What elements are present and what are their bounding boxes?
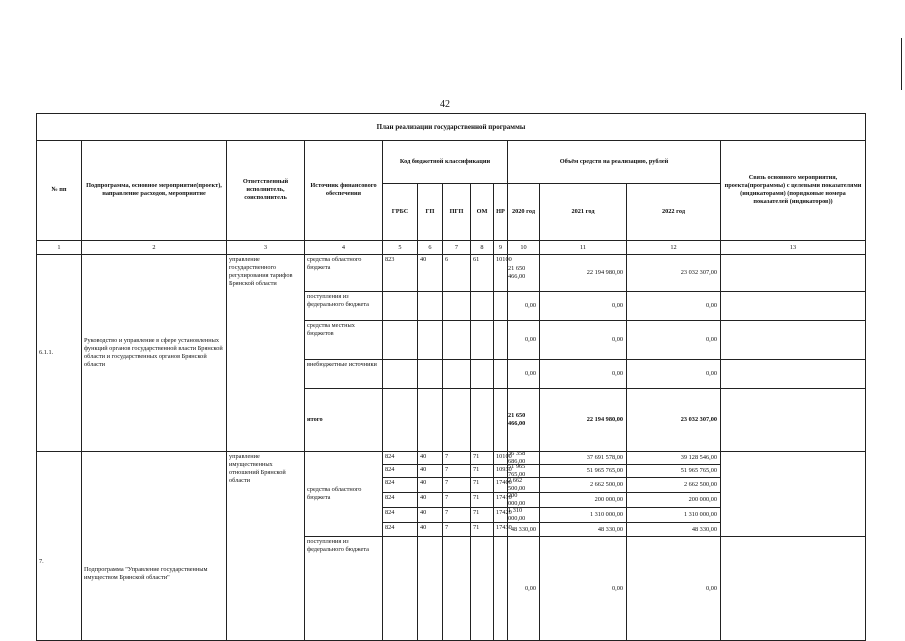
code-pgp [443, 360, 471, 389]
activity-name: Руководство и управление в сфере установленных функций органов государственной власти Брянской области и государственных органов Брянской области [82, 255, 227, 452]
row-number: 6.1.1. [37, 255, 82, 452]
amount-y2021: 48 330,00 [540, 523, 627, 537]
header-grbs: ГРБС [383, 184, 418, 241]
header-nr: НР [494, 184, 508, 241]
amount-y2022: 200 000,00 [627, 493, 721, 508]
header-executor: Ответственный исполнитель, соисполнитель [227, 140, 305, 241]
code-om: 71 [471, 493, 494, 508]
amount-y2021: 0,00 [540, 292, 627, 321]
header-y2020: 2020 год [508, 184, 540, 241]
column-number: 13 [721, 241, 865, 255]
code-om [471, 360, 494, 389]
header-name: Подпрограмма, основное мероприятие(проект), направление расходов, мероприятие [82, 140, 227, 241]
amount-y2022: 39 128 546,00 [627, 452, 721, 465]
responsible-executor: управление государственного регулирования тарифов Брянской области [227, 255, 305, 452]
responsible-executor: управление имущественных отношений Брянской области [227, 452, 305, 641]
code-om [471, 321, 494, 360]
amount-y2022: 0,00 [627, 360, 721, 389]
code-nr: 10930 [494, 465, 508, 478]
code-gp [418, 360, 443, 389]
funding-source: средства областного бюджета [305, 255, 383, 292]
code-gp: 40 [418, 493, 443, 508]
code-pgp [443, 537, 471, 641]
code-nr [494, 292, 508, 321]
code-pgp [443, 321, 471, 360]
code-grbs: 824 [383, 465, 418, 478]
code-gp: 40 [418, 478, 443, 493]
page-number: 42 [440, 99, 450, 110]
activity-name: Подпрограмма "Управление государственным имуществом Брянской области" [82, 452, 227, 641]
column-number: 7 [443, 241, 471, 255]
code-om: 71 [471, 523, 494, 537]
amount-y2022: 48 330,00 [627, 523, 721, 537]
code-nr: 10100 [494, 255, 508, 292]
code-nr: 17420 [494, 508, 508, 523]
indicator-link-cell [721, 321, 865, 360]
code-nr: 17430 [494, 523, 508, 537]
column-number: 10 [508, 241, 540, 255]
amount-y2021: 22 194 980,00 [540, 389, 627, 452]
header-om: ОМ [471, 184, 494, 241]
margin-mark [901, 38, 902, 90]
code-pgp: 7 [443, 508, 471, 523]
code-pgp [443, 389, 471, 452]
column-number: 6 [418, 241, 443, 255]
amount-y2022: 0,00 [627, 537, 721, 641]
funding-source: поступления из федерального бюджета [305, 537, 383, 641]
code-pgp: 6 [443, 255, 471, 292]
funding-source: поступления из федерального бюджета [305, 292, 383, 321]
amount-y2020: 36 358 686,00 [508, 452, 540, 465]
code-nr: 10100 [494, 452, 508, 465]
code-gp: 40 [418, 508, 443, 523]
header-volume: Объём средств на реализацию, рублей [508, 140, 721, 184]
column-number: 8 [471, 241, 494, 255]
code-grbs: 824 [383, 452, 418, 465]
funding-source: внебюджетные источники [305, 360, 383, 389]
amount-y2021: 2 662 500,00 [540, 478, 627, 493]
indicator-link-cell [721, 389, 865, 452]
code-gp [418, 389, 443, 452]
code-pgp: 7 [443, 465, 471, 478]
amount-y2022: 2 662 500,00 [627, 478, 721, 493]
column-number: 9 [494, 241, 508, 255]
indicator-link-cell [721, 360, 865, 389]
funding-source: средства местных бюджетов [305, 321, 383, 360]
code-gp: 40 [418, 523, 443, 537]
amount-y2020: 21 650 466,00 [508, 255, 540, 292]
code-grbs: 824 [383, 523, 418, 537]
code-nr: 17400 [494, 478, 508, 493]
amount-y2020: 0,00 [508, 360, 540, 389]
code-grbs: 823 [383, 255, 418, 292]
amount-y2020: 200 000,00 [508, 493, 540, 508]
header-gp: ГП [418, 184, 443, 241]
code-nr: 17410 [494, 493, 508, 508]
code-om [471, 389, 494, 452]
amount-y2021: 22 194 980,00 [540, 255, 627, 292]
funding-source: средства областного бюджета [305, 452, 383, 537]
funding-source: итого [305, 389, 383, 452]
amount-y2020: 51 965 765,00 [508, 465, 540, 478]
code-pgp: 7 [443, 478, 471, 493]
column-number: 2 [82, 241, 227, 255]
amount-y2021: 0,00 [540, 537, 627, 641]
code-gp [418, 537, 443, 641]
column-number: 4 [305, 241, 383, 255]
amount-y2020: 0,00 [508, 537, 540, 641]
column-number: 3 [227, 241, 305, 255]
amount-y2022: 0,00 [627, 292, 721, 321]
code-nr [494, 537, 508, 641]
header-pgp: ПГП [443, 184, 471, 241]
amount-y2021: 1 310 000,00 [540, 508, 627, 523]
code-gp [418, 292, 443, 321]
code-nr [494, 389, 508, 452]
amount-y2020: 0,00 [508, 321, 540, 360]
code-om [471, 292, 494, 321]
amount-y2021: 0,00 [540, 360, 627, 389]
code-om [471, 537, 494, 641]
indicator-link-cell [721, 292, 865, 321]
indicator-link-cell [721, 537, 865, 641]
code-pgp: 7 [443, 452, 471, 465]
table-grid [37, 140, 865, 641]
code-nr [494, 321, 508, 360]
amount-y2022: 23 032 307,00 [627, 389, 721, 452]
row-number: 7. [37, 452, 82, 641]
code-om: 71 [471, 508, 494, 523]
amount-y2020: 21 650 466,00 [508, 389, 540, 452]
column-number: 5 [383, 241, 418, 255]
code-grbs: 824 [383, 478, 418, 493]
amount-y2022: 51 965 765,00 [627, 465, 721, 478]
header-y2021: 2021 год [540, 184, 627, 241]
code-om: 71 [471, 465, 494, 478]
indicator-link-cell [721, 452, 865, 537]
code-grbs [383, 321, 418, 360]
header-num: № пп [37, 140, 82, 241]
column-number: 12 [627, 241, 721, 255]
amount-y2022: 23 032 307,00 [627, 255, 721, 292]
program-plan-table [36, 113, 866, 641]
code-pgp [443, 292, 471, 321]
code-om: 71 [471, 452, 494, 465]
code-grbs [383, 292, 418, 321]
code-grbs: 824 [383, 508, 418, 523]
amount-y2021: 200 000,00 [540, 493, 627, 508]
header-source: Источник финансового обеспечения [305, 140, 383, 241]
code-grbs [383, 360, 418, 389]
column-number: 1 [37, 241, 82, 255]
table-title: План реализации государственной программы [37, 114, 865, 141]
code-nr [494, 360, 508, 389]
code-om: 71 [471, 478, 494, 493]
code-grbs: 824 [383, 493, 418, 508]
header-budget-code: Код бюджетной классификации [383, 140, 508, 184]
code-om: 61 [471, 255, 494, 292]
amount-y2021: 51 965 765,00 [540, 465, 627, 478]
amount-y2021: 37 691 578,00 [540, 452, 627, 465]
code-gp: 40 [418, 465, 443, 478]
code-pgp: 7 [443, 493, 471, 508]
amount-y2020: 2 662 500,00 [508, 478, 540, 493]
amount-y2022: 0,00 [627, 321, 721, 360]
header-link: Связь основного мероприятия, проекта(программы) с целевыми показателями (индикаторами) (порядковые номера показателей (индикаторов)) [721, 140, 865, 241]
amount-y2021: 0,00 [540, 321, 627, 360]
amount-y2020: 0,00 [508, 292, 540, 321]
indicator-link-cell [721, 255, 865, 292]
column-number: 11 [540, 241, 627, 255]
amount-y2020: 1 310 000,00 [508, 508, 540, 523]
amount-y2022: 1 310 000,00 [627, 508, 721, 523]
header-y2022: 2022 год [627, 184, 721, 241]
code-pgp: 7 [443, 523, 471, 537]
amount-y2020: 48 330,00 [508, 523, 540, 537]
code-gp [418, 321, 443, 360]
code-grbs [383, 389, 418, 452]
code-gp: 40 [418, 255, 443, 292]
code-grbs [383, 537, 418, 641]
code-gp: 40 [418, 452, 443, 465]
